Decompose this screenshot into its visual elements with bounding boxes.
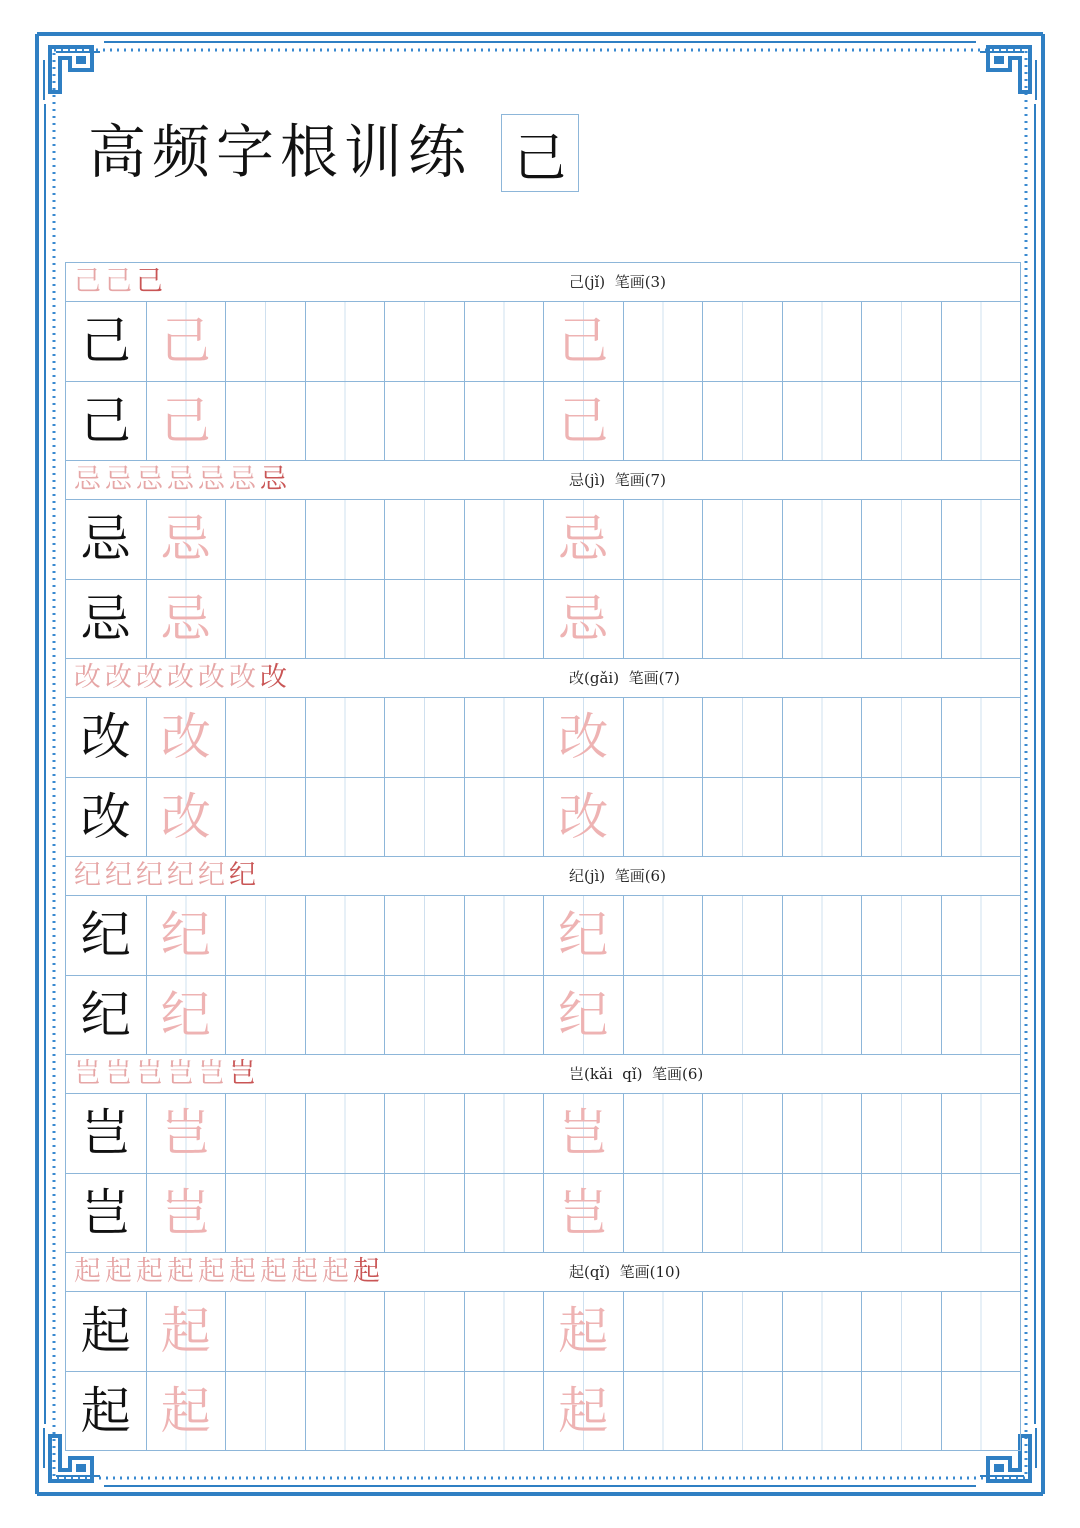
model-character: 改 bbox=[80, 787, 131, 846]
stroke-step: 岂 bbox=[105, 1058, 132, 1089]
practice-cell bbox=[384, 1292, 464, 1371]
practice-cell bbox=[623, 302, 703, 381]
practice-cell bbox=[941, 976, 1021, 1055]
model-character: 纪 bbox=[80, 906, 131, 965]
practice-cell bbox=[305, 1292, 385, 1371]
practice-cell bbox=[66, 500, 146, 579]
practice-cell bbox=[305, 1174, 385, 1253]
trace-character: 岂 bbox=[160, 1183, 211, 1242]
trace-character: 纪 bbox=[558, 906, 609, 965]
stroke-step: 改 bbox=[105, 662, 132, 693]
practice-cell bbox=[623, 1292, 703, 1371]
stroke-step: 改 bbox=[229, 662, 256, 693]
practice-cell bbox=[543, 500, 623, 579]
stroke-step: 起 bbox=[74, 1256, 101, 1287]
practice-cell bbox=[623, 382, 703, 461]
stroke-order-row bbox=[66, 262, 1020, 301]
practice-cell bbox=[623, 896, 703, 975]
pinyin-strokes-info: 忌(jì) 笔画(7) bbox=[569, 471, 666, 489]
practice-cell bbox=[941, 500, 1021, 579]
practice-cell bbox=[384, 1094, 464, 1173]
practice-cell bbox=[66, 1174, 146, 1253]
practice-cell bbox=[464, 698, 544, 777]
practice-row bbox=[66, 579, 1020, 659]
practice-cell bbox=[146, 580, 226, 659]
practice-cell bbox=[861, 1094, 941, 1173]
stroke-step: 起 bbox=[260, 1256, 287, 1287]
sheet-bottom-border bbox=[66, 1450, 1020, 1451]
stroke-step: 起 bbox=[167, 1256, 194, 1287]
practice-row bbox=[66, 975, 1020, 1055]
practice-cell bbox=[464, 896, 544, 975]
practice-cell bbox=[941, 1292, 1021, 1371]
stroke-step: 纪 bbox=[105, 860, 132, 891]
practice-cell bbox=[464, 1094, 544, 1173]
practice-cell bbox=[305, 1372, 385, 1451]
stroke-order bbox=[74, 461, 287, 499]
practice-cell bbox=[782, 896, 862, 975]
trace-character: 己 bbox=[558, 391, 609, 450]
practice-cell bbox=[702, 778, 782, 857]
practice-cell bbox=[861, 896, 941, 975]
trace-character: 忌 bbox=[558, 510, 609, 569]
practice-cell bbox=[225, 1094, 305, 1173]
pinyin-strokes-info: 己(jǐ) 笔画(3) bbox=[569, 273, 666, 291]
stroke-step: 忌 bbox=[229, 464, 256, 495]
practice-cell bbox=[861, 698, 941, 777]
stroke-order bbox=[74, 659, 287, 697]
practice-cell bbox=[861, 778, 941, 857]
practice-cell bbox=[543, 778, 623, 857]
practice-cell bbox=[225, 500, 305, 579]
page-title: 高频字根训练 bbox=[88, 118, 473, 186]
practice-cell bbox=[146, 500, 226, 579]
stroke-step: 己 bbox=[105, 266, 132, 297]
practice-cell bbox=[702, 976, 782, 1055]
practice-cell bbox=[543, 1292, 623, 1371]
practice-cell bbox=[146, 1094, 226, 1173]
practice-cell bbox=[66, 896, 146, 975]
practice-cell bbox=[782, 302, 862, 381]
practice-cell bbox=[782, 1094, 862, 1173]
stroke-step: 起 bbox=[198, 1256, 225, 1287]
practice-cell bbox=[623, 1094, 703, 1173]
trace-character: 岂 bbox=[160, 1104, 211, 1163]
practice-cell bbox=[384, 500, 464, 579]
practice-cell bbox=[66, 302, 146, 381]
model-character: 己 bbox=[80, 391, 131, 450]
radical-box bbox=[501, 114, 579, 192]
character-group bbox=[66, 1054, 1020, 1252]
character-group bbox=[66, 856, 1020, 1054]
trace-character: 忌 bbox=[160, 589, 211, 648]
trace-character: 改 bbox=[160, 708, 211, 767]
practice-cell bbox=[782, 580, 862, 659]
practice-cell bbox=[543, 1094, 623, 1173]
practice-cell bbox=[305, 778, 385, 857]
stroke-step: 纪 bbox=[136, 860, 163, 891]
trace-character: 改 bbox=[558, 787, 609, 846]
practice-cell bbox=[941, 302, 1021, 381]
practice-cell bbox=[861, 1174, 941, 1253]
stroke-step: 岂 bbox=[136, 1058, 163, 1089]
trace-character: 纪 bbox=[160, 985, 211, 1044]
stroke-step: 己 bbox=[74, 266, 101, 297]
practice-cell bbox=[702, 1174, 782, 1253]
stroke-step: 己 bbox=[136, 266, 163, 297]
practice-row bbox=[66, 895, 1020, 975]
practice-cell bbox=[305, 580, 385, 659]
stroke-step: 纪 bbox=[198, 860, 225, 891]
trace-character: 己 bbox=[160, 312, 211, 371]
model-character: 起 bbox=[80, 1302, 131, 1361]
character-group bbox=[66, 460, 1020, 658]
practice-cell bbox=[623, 500, 703, 579]
stroke-order-row bbox=[66, 1252, 1020, 1291]
practice-row bbox=[66, 1093, 1020, 1173]
practice-cell bbox=[543, 580, 623, 659]
trace-character: 起 bbox=[160, 1302, 211, 1361]
stroke-step: 起 bbox=[136, 1256, 163, 1287]
practice-cell bbox=[464, 778, 544, 857]
practice-cell bbox=[305, 302, 385, 381]
practice-cell bbox=[941, 382, 1021, 461]
practice-cell bbox=[225, 1372, 305, 1451]
practice-cell bbox=[702, 1372, 782, 1451]
practice-cell bbox=[464, 500, 544, 579]
practice-cell bbox=[146, 896, 226, 975]
practice-cell bbox=[464, 1292, 544, 1371]
practice-row bbox=[66, 1173, 1020, 1253]
trace-character: 改 bbox=[160, 787, 211, 846]
character-group bbox=[66, 658, 1020, 856]
practice-cell bbox=[782, 698, 862, 777]
stroke-step: 起 bbox=[291, 1256, 318, 1287]
model-character: 岂 bbox=[80, 1183, 131, 1242]
stroke-step: 纪 bbox=[229, 860, 256, 891]
practice-cell bbox=[941, 1372, 1021, 1451]
radical-char: 己 bbox=[513, 128, 566, 189]
practice-cell bbox=[623, 778, 703, 857]
practice-cell bbox=[543, 698, 623, 777]
practice-row bbox=[66, 1291, 1020, 1371]
practice-row bbox=[66, 1371, 1020, 1451]
pinyin-strokes-info: 改(gǎi) 笔画(7) bbox=[569, 669, 680, 687]
practice-cell bbox=[464, 1372, 544, 1451]
practice-cell bbox=[782, 500, 862, 579]
practice-cell bbox=[66, 698, 146, 777]
practice-cell bbox=[941, 1174, 1021, 1253]
practice-cell bbox=[861, 302, 941, 381]
practice-cell bbox=[146, 1372, 226, 1451]
practice-cell bbox=[543, 382, 623, 461]
practice-cell bbox=[146, 302, 226, 381]
stroke-step: 岂 bbox=[167, 1058, 194, 1089]
practice-cell bbox=[941, 778, 1021, 857]
practice-cell bbox=[225, 580, 305, 659]
practice-cell bbox=[861, 1292, 941, 1371]
practice-cell bbox=[225, 976, 305, 1055]
practice-cell bbox=[225, 698, 305, 777]
practice-cell bbox=[861, 500, 941, 579]
practice-row bbox=[66, 301, 1020, 381]
practice-cell bbox=[384, 580, 464, 659]
practice-cell bbox=[146, 976, 226, 1055]
practice-cell bbox=[146, 1174, 226, 1253]
stroke-step: 岂 bbox=[229, 1058, 256, 1089]
pinyin-strokes-info: 起(qǐ) 笔画(10) bbox=[569, 1263, 681, 1281]
practice-cell bbox=[941, 698, 1021, 777]
practice-cell bbox=[782, 1174, 862, 1253]
character-group bbox=[66, 1252, 1020, 1450]
practice-cell bbox=[225, 302, 305, 381]
practice-cell bbox=[464, 580, 544, 659]
pinyin-strokes-info: 岂(kǎi qǐ) 笔画(6) bbox=[569, 1065, 704, 1083]
practice-cell bbox=[225, 1174, 305, 1253]
practice-cell bbox=[861, 580, 941, 659]
practice-cell bbox=[384, 976, 464, 1055]
stroke-step: 岂 bbox=[74, 1058, 101, 1089]
practice-cell bbox=[543, 1174, 623, 1253]
model-character: 纪 bbox=[80, 985, 131, 1044]
practice-cell bbox=[702, 382, 782, 461]
practice-cell bbox=[861, 382, 941, 461]
practice-cell bbox=[941, 896, 1021, 975]
practice-row bbox=[66, 777, 1020, 857]
character-group bbox=[66, 262, 1020, 460]
stroke-step: 改 bbox=[167, 662, 194, 693]
practice-cell bbox=[861, 1372, 941, 1451]
practice-cell bbox=[543, 896, 623, 975]
stroke-step: 忌 bbox=[198, 464, 225, 495]
practice-cell bbox=[702, 1292, 782, 1371]
stroke-step: 改 bbox=[136, 662, 163, 693]
stroke-step: 起 bbox=[105, 1256, 132, 1287]
trace-character: 起 bbox=[558, 1381, 609, 1440]
practice-cell bbox=[384, 382, 464, 461]
practice-sheet bbox=[65, 262, 1021, 1451]
practice-cell bbox=[146, 382, 226, 461]
practice-cell bbox=[543, 302, 623, 381]
practice-cell bbox=[66, 976, 146, 1055]
practice-cell bbox=[543, 976, 623, 1055]
practice-cell bbox=[623, 580, 703, 659]
practice-row bbox=[66, 697, 1020, 777]
practice-row bbox=[66, 381, 1020, 461]
trace-character: 己 bbox=[558, 312, 609, 371]
stroke-step: 忌 bbox=[136, 464, 163, 495]
practice-cell bbox=[66, 1372, 146, 1451]
practice-cell bbox=[384, 1372, 464, 1451]
practice-cell bbox=[146, 1292, 226, 1371]
trace-character: 己 bbox=[160, 391, 211, 450]
practice-row bbox=[66, 499, 1020, 579]
practice-cell bbox=[384, 778, 464, 857]
practice-cell bbox=[543, 1372, 623, 1451]
practice-cell bbox=[702, 580, 782, 659]
practice-cell bbox=[702, 302, 782, 381]
stroke-order bbox=[74, 1253, 380, 1291]
model-character: 起 bbox=[80, 1381, 131, 1440]
stroke-order-row bbox=[66, 1054, 1020, 1093]
stroke-order-row bbox=[66, 856, 1020, 895]
stroke-order bbox=[74, 857, 256, 895]
stroke-order bbox=[74, 1055, 256, 1093]
model-character: 忌 bbox=[80, 510, 131, 569]
trace-character: 纪 bbox=[160, 906, 211, 965]
stroke-step: 改 bbox=[198, 662, 225, 693]
practice-cell bbox=[66, 1094, 146, 1173]
practice-cell bbox=[464, 382, 544, 461]
stroke-step: 纪 bbox=[167, 860, 194, 891]
trace-character: 纪 bbox=[558, 985, 609, 1044]
model-character: 改 bbox=[80, 708, 131, 767]
practice-cell bbox=[225, 896, 305, 975]
practice-cell bbox=[861, 976, 941, 1055]
practice-cell bbox=[305, 1094, 385, 1173]
stroke-step: 忌 bbox=[260, 464, 287, 495]
practice-cell bbox=[66, 382, 146, 461]
practice-cell bbox=[384, 1174, 464, 1253]
practice-cell bbox=[66, 778, 146, 857]
stroke-step: 改 bbox=[260, 662, 287, 693]
practice-cell bbox=[941, 580, 1021, 659]
practice-cell bbox=[464, 1174, 544, 1253]
practice-cell bbox=[66, 580, 146, 659]
stroke-order bbox=[74, 263, 163, 301]
trace-character: 忌 bbox=[160, 510, 211, 569]
model-character: 岂 bbox=[80, 1104, 131, 1163]
practice-cell bbox=[702, 500, 782, 579]
practice-cell bbox=[702, 1094, 782, 1173]
stroke-step: 忌 bbox=[74, 464, 101, 495]
practice-cell bbox=[782, 1372, 862, 1451]
practice-cell bbox=[146, 778, 226, 857]
practice-cell bbox=[225, 778, 305, 857]
practice-cell bbox=[384, 302, 464, 381]
practice-cell bbox=[305, 382, 385, 461]
practice-cell bbox=[702, 896, 782, 975]
stroke-step: 起 bbox=[353, 1256, 380, 1287]
practice-cell bbox=[782, 382, 862, 461]
stroke-order-row bbox=[66, 460, 1020, 499]
trace-character: 起 bbox=[160, 1381, 211, 1440]
stroke-step: 起 bbox=[322, 1256, 349, 1287]
stroke-step: 忌 bbox=[167, 464, 194, 495]
trace-character: 改 bbox=[558, 708, 609, 767]
practice-cell bbox=[623, 698, 703, 777]
practice-cell bbox=[782, 976, 862, 1055]
stroke-order-row bbox=[66, 658, 1020, 697]
practice-cell bbox=[384, 698, 464, 777]
practice-cell bbox=[146, 698, 226, 777]
practice-cell bbox=[941, 1094, 1021, 1173]
stroke-step: 纪 bbox=[74, 860, 101, 891]
practice-cell bbox=[305, 976, 385, 1055]
stroke-step: 改 bbox=[74, 662, 101, 693]
practice-cell bbox=[305, 896, 385, 975]
model-character: 己 bbox=[80, 312, 131, 371]
practice-cell bbox=[623, 1174, 703, 1253]
practice-cell bbox=[782, 778, 862, 857]
model-character: 忌 bbox=[80, 589, 131, 648]
practice-cell bbox=[464, 302, 544, 381]
practice-cell bbox=[782, 1292, 862, 1371]
practice-cell bbox=[384, 896, 464, 975]
pinyin-strokes-info: 纪(jì) 笔画(6) bbox=[569, 867, 666, 885]
trace-character: 忌 bbox=[558, 589, 609, 648]
practice-cell bbox=[305, 500, 385, 579]
stroke-step: 起 bbox=[229, 1256, 256, 1287]
practice-cell bbox=[623, 976, 703, 1055]
practice-cell bbox=[305, 698, 385, 777]
practice-cell bbox=[623, 1372, 703, 1451]
trace-character: 起 bbox=[558, 1302, 609, 1361]
practice-cell bbox=[66, 1292, 146, 1371]
practice-cell bbox=[464, 976, 544, 1055]
practice-cell bbox=[225, 382, 305, 461]
stroke-step: 忌 bbox=[105, 464, 132, 495]
practice-cell bbox=[225, 1292, 305, 1371]
practice-cell bbox=[702, 698, 782, 777]
stroke-step: 岂 bbox=[198, 1058, 225, 1089]
trace-character: 岂 bbox=[558, 1183, 609, 1242]
trace-character: 岂 bbox=[558, 1104, 609, 1163]
